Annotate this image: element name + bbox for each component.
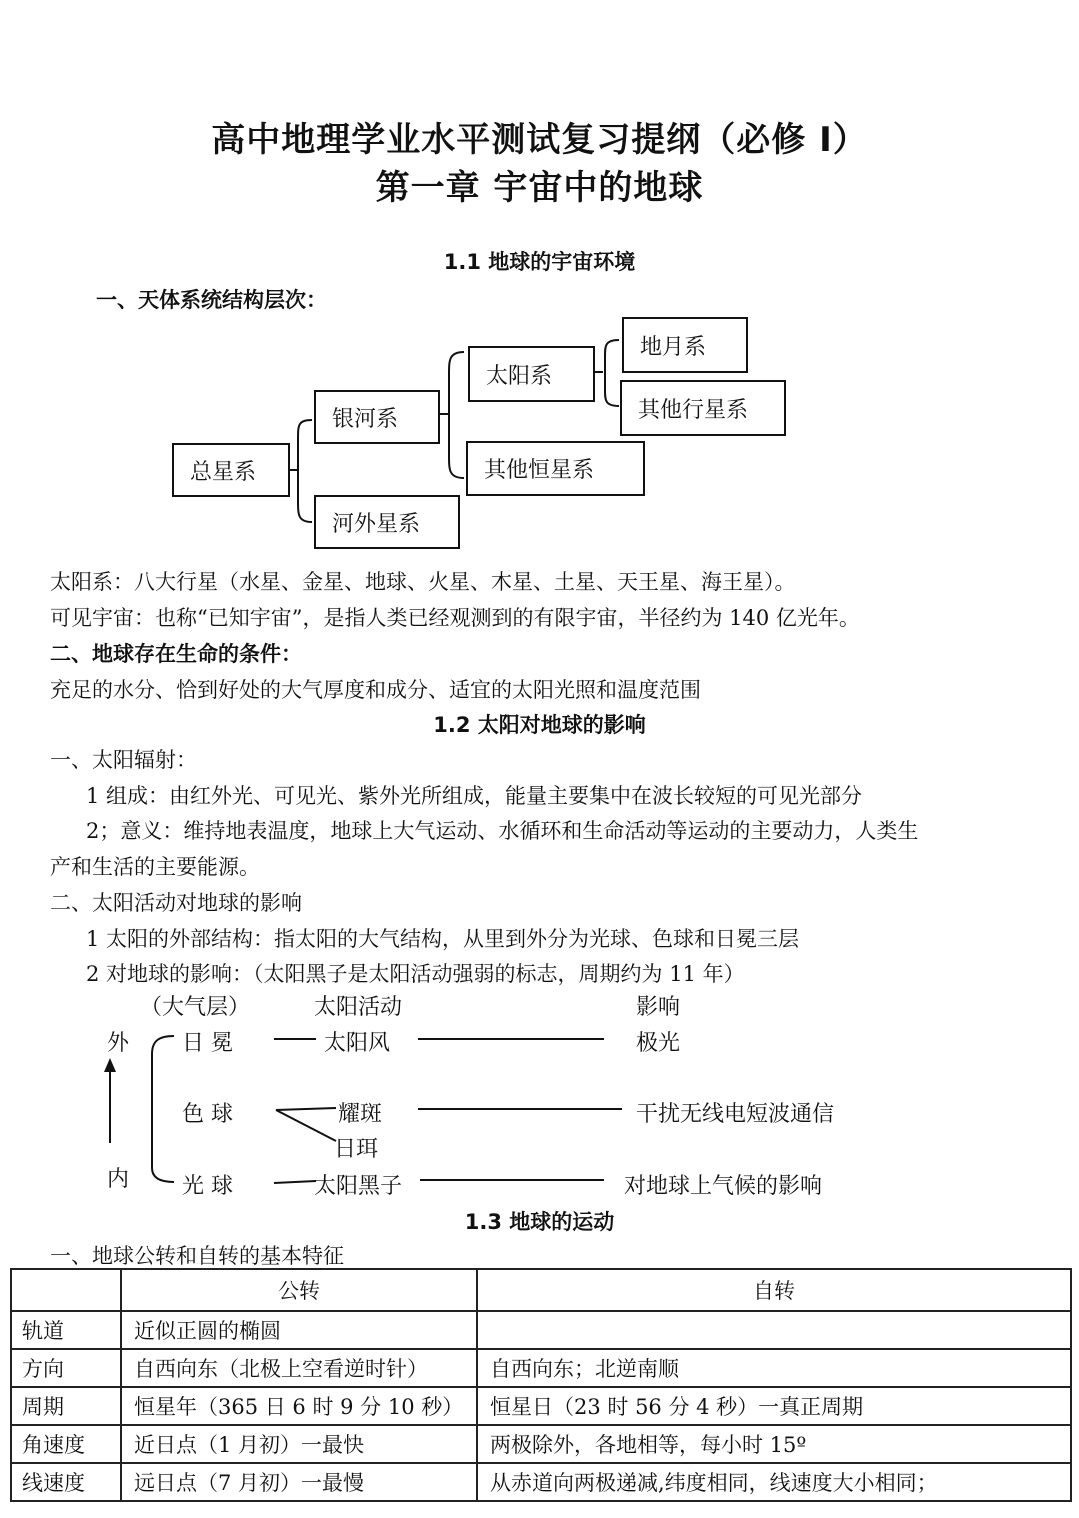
- col-header-activity: 太阳活动: [314, 995, 403, 1020]
- table-row: [11, 1349, 1071, 1387]
- activity-sunspot: 太阳黑子: [314, 1174, 403, 1199]
- document-title: 高中地理学业水平测试复习提纲（必修 I）: [211, 120, 868, 160]
- table-header-cell: 公转: [121, 1269, 477, 1311]
- subheading-rotation-revolution: 一、地球公转和自转的基本特征: [50, 1244, 344, 1268]
- paragraph-radiation-significance: 2；意义：维持地表温度，地球上大气运动、水循环和生命活动等运动的主要动力，人类生: [86, 819, 919, 843]
- table-cell: 从赤道向两极递减,纬度相同，线速度大小相同；: [477, 1463, 1071, 1501]
- table-cell: 自西向东（北极上空看逆时针）: [121, 1349, 477, 1387]
- subheading-solar-activity: 二、太阳活动对地球的影响: [50, 891, 302, 915]
- paragraph-solar-system: 太阳系：八大行星（水星、金星、地球、火星、木星、土星、天王星、海王星）。: [50, 570, 796, 594]
- table-cell: 方向: [11, 1349, 121, 1387]
- table-header-cell: 自转: [477, 1269, 1071, 1311]
- box-taiyangxi: 太阳系: [468, 346, 595, 402]
- table-cell: 周期: [11, 1387, 121, 1425]
- col-header-layer: （大气层）: [140, 995, 251, 1020]
- col-header-effect: 影响: [636, 995, 681, 1020]
- box-zongxingxi: 总星系: [172, 443, 290, 497]
- table-cell: [477, 1311, 1071, 1349]
- effect-aurora: 极光: [636, 1031, 681, 1056]
- label-outer: 外: [107, 1031, 130, 1056]
- table-cell: 两极除外，各地相等，每小时 15º: [477, 1425, 1071, 1463]
- box-yinhexi: 银河系: [314, 390, 440, 444]
- activity-prominence: 日珥: [334, 1137, 379, 1162]
- paragraph-sun-structure: 1 太阳的外部结构：指太阳的大气结构，从里到外分为光球、色球和日冕三层: [86, 927, 800, 951]
- table-cell: 恒星日（23 时 56 分 4 秒）一真正周期: [477, 1387, 1071, 1425]
- table-header-row: [11, 1269, 1071, 1311]
- table-row: [11, 1387, 1071, 1425]
- table-row: [11, 1311, 1071, 1349]
- paragraph-radiation-significance-cont: 产和生活的主要能源。: [50, 855, 260, 879]
- paragraph-life-conditions: 充足的水分、恰到好处的大气厚度和成分、适宜的太阳光照和温度范围: [50, 678, 701, 702]
- layer-corona: 日 冕: [182, 1031, 233, 1056]
- table-cell: 近似正圆的椭圆: [121, 1311, 477, 1349]
- paragraph-effects-on-earth: 2 对地球的影响：（太阳黑子是太阳活动强弱的标志，周期约为 11 年）: [86, 962, 745, 986]
- table-cell: 轨道: [11, 1311, 121, 1349]
- effect-climate: 对地球上气候的影响: [624, 1174, 823, 1199]
- paragraph-radiation-composition: 1 组成：由红外光、可见光、紫外光所组成，能量主要集中在波长较短的可见光部分: [86, 784, 863, 808]
- table-cell: 近日点（1 月初）一最快: [121, 1425, 477, 1463]
- box-diyuexi: 地月系: [622, 317, 748, 373]
- subheading-solar-radiation: 一、太阳辐射：: [50, 748, 197, 772]
- activity-solar-wind: 太阳风: [324, 1031, 391, 1056]
- box-hewaixingxi: 河外星系: [314, 495, 460, 549]
- table-row: [11, 1425, 1071, 1463]
- activity-flare: 耀斑: [338, 1102, 383, 1127]
- table-cell: 自西向东；北逆南顺: [477, 1349, 1071, 1387]
- label-inner: 内: [107, 1167, 130, 1192]
- subheading-celestial-hierarchy: 一、天体系统结构层次：: [96, 288, 327, 312]
- section-heading-1-2: 1.2 太阳对地球的影响: [433, 713, 646, 737]
- subheading-life-conditions: 二、地球存在生命的条件：: [50, 642, 302, 666]
- section-heading-1-1: 1.1 地球的宇宙环境: [443, 250, 636, 274]
- layer-chromosphere: 色 球: [182, 1102, 233, 1127]
- effect-radio-interference: 干扰无线电短波通信: [636, 1102, 835, 1127]
- box-qitaxingxingxi: 其他行星系: [620, 380, 786, 436]
- table-cell: 线速度: [11, 1463, 121, 1501]
- table-header-cell: [11, 1269, 121, 1311]
- table-row: [11, 1463, 1071, 1501]
- layer-photosphere: 光 球: [182, 1174, 233, 1199]
- table-cell: 远日点（7 月初）一最慢: [121, 1463, 477, 1501]
- paragraph-visible-universe: 可见宇宙：也称“已知宇宙”，是指人类已经观测到的有限宇宙，半径约为 140 亿光年。: [50, 606, 860, 630]
- box-qitahengxingxi: 其他恒星系: [466, 441, 645, 496]
- section-heading-1-3: 1.3 地球的运动: [464, 1210, 615, 1234]
- motion-features-table: [10, 1268, 1072, 1502]
- table-cell: 恒星年（365 日 6 时 9 分 10 秒）: [121, 1387, 477, 1425]
- table-cell: 角速度: [11, 1425, 121, 1463]
- chapter-title: 第一章 宇宙中的地球: [375, 168, 704, 208]
